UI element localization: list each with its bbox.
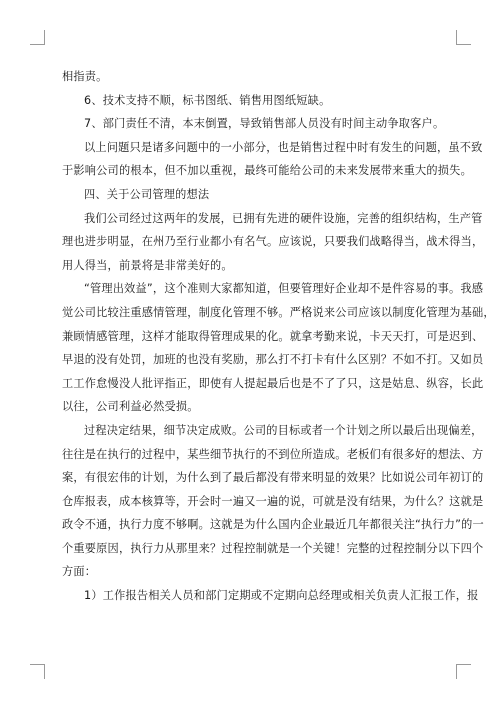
text-line: “管理出效益”，这个准则大家都知道，但要管理好企业却不是件容易的事。我感 bbox=[84, 282, 484, 296]
text-line: 用人得当，前景将是非常美好的。 bbox=[62, 258, 233, 272]
list-item: 7、部门责任不清，本末倒置，导致销售部人员没有时间主动争取客户。 bbox=[84, 117, 445, 131]
text-line: 以往，公司利益必然受损。 bbox=[62, 400, 199, 414]
text-line: 于影响公司的根本，但不加以重视，最终可能给公司的未来发展带来重大的损失。 bbox=[62, 164, 472, 178]
text-line: 兼顾情感管理，这样才能取得管理成果的化。就拿考勤来说，卡天天打，可是迟到、 bbox=[62, 329, 484, 343]
text-line: 仓库报表，成本核算等，开会时一遍又一遍的说，可就是没有结果，为什么？这就是 bbox=[62, 494, 484, 508]
text-line: 工工作怠慢没人批评指正，即使有人提起最后也是不了了只，这是姑息、纵容，长此 bbox=[62, 376, 484, 390]
text-line: 相指责。 bbox=[62, 70, 108, 83]
text-line: 个重要原因，执行力从那里来？过程控制就是一个关键！完整的过程控制分以下四个 bbox=[62, 541, 484, 555]
text-line: 以上问题只是诸多问题中的一小部分，也是销售过程中时有发生的问题，虽不致 bbox=[84, 140, 483, 154]
section-heading: 四、关于公司管理的想法 bbox=[84, 187, 210, 201]
text-line: 过程决定结果，细节决定成败。公司的目标或者一个计划之所以最后出现偏差， bbox=[84, 423, 483, 437]
crop-mark-bottom-right bbox=[456, 664, 471, 679]
crop-mark-top-left bbox=[30, 30, 45, 45]
document-body bbox=[62, 65, 495, 608]
text-line: 政令不通，执行力度不够啊。这就是为什么国内企业最近几年都很关注“执行力”的一 bbox=[62, 518, 484, 532]
text-line: 往往是在执行的过程中，某些细节执行的不到位所造成。老板们有很多好的想法、方 bbox=[62, 447, 484, 461]
text-line: 我们公司经过这两年的发展，已拥有先进的硬件设施，完善的组织结构，生产管 bbox=[84, 211, 483, 225]
crop-mark-bottom-left bbox=[30, 664, 45, 679]
text-line: 方面： bbox=[62, 565, 97, 579]
list-item: 6、技术支持不顺，标书图纸、销售用图纸短缺。 bbox=[84, 93, 331, 107]
text-line: 觉公司比较注重感情管理，制度化管理不够。严格说来公司应该以制度化管理为基础， bbox=[62, 305, 495, 319]
text-line: 理也进步明显，在州乃至行业都小有名气。应该说，只要我们战略得当，战术得当， bbox=[62, 235, 484, 249]
text-line: 案，有很宏伟的计划，为什么到了最后都没有带来明显的效果？比如说公司年初订的 bbox=[62, 471, 484, 485]
list-item: 1）工作报告相关人员和部门定期或不定期向总经理或相关负责人汇报工作，报 bbox=[84, 589, 479, 603]
text-line: 早退的没有处罚，加班的也没有奖励，那么打不打卡有什么区别？不如不打。又如员 bbox=[62, 353, 484, 367]
crop-mark-top-right bbox=[456, 30, 471, 45]
